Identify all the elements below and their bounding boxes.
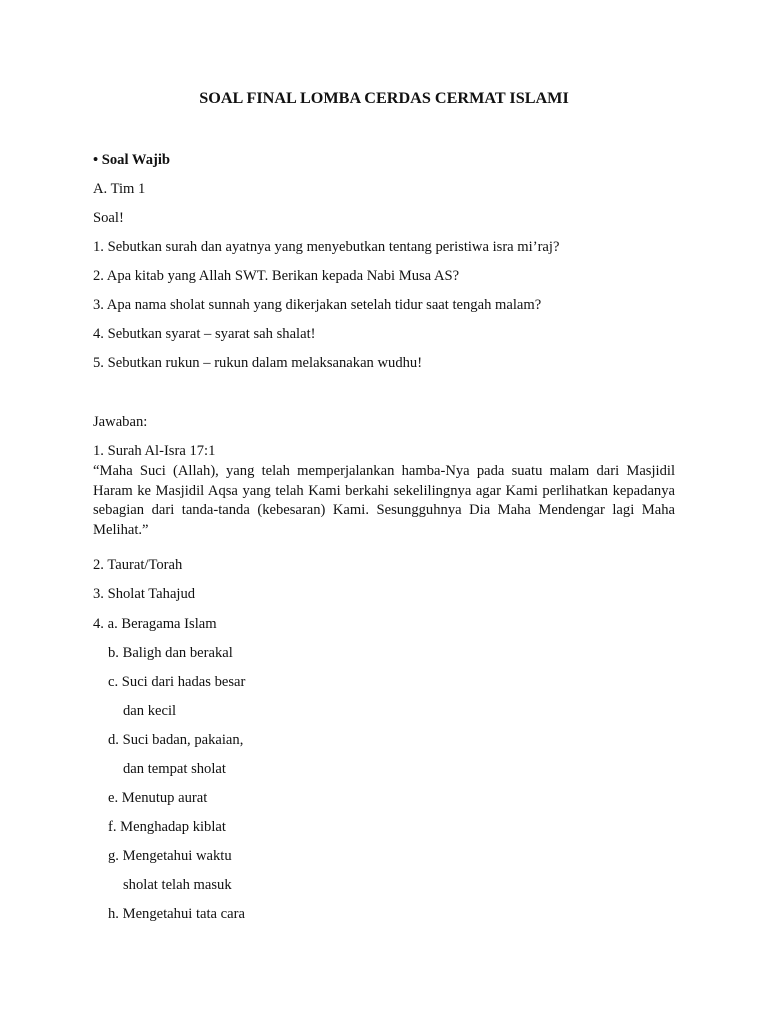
question-item: 5. Sebutkan rukun – rukun dalam melaksanakan wudhu! xyxy=(93,355,423,371)
answer-subitem: g. Mengetahui waktu xyxy=(108,848,232,864)
answer-subitem: h. Mengetahui tata cara xyxy=(108,906,245,922)
question-item: 2. Apa kitab yang Allah SWT. Berikan kepada Nabi Musa AS? xyxy=(93,268,460,284)
team-label: A. Tim 1 xyxy=(93,181,146,197)
answer-quote: “Maha Suci (Allah), yang telah memperjalankan hamba-Nya pada suatu malam dari Masjidil Haram ke Masjidil Aqsa yang telah Kami berkahi sekelilingnya agar Kami perlihatkan kepadanya sebagian dari tanda-tanda (kebesaran) Kami. Sesungguhnya Dia Maha Mendengar lagi Maha Melihat.” xyxy=(93,463,675,538)
document-title: SOAL FINAL LOMBA CERDAS CERMAT ISLAMI xyxy=(199,89,569,107)
answer-subitem: d. Suci badan, pakaian, xyxy=(108,732,244,748)
section-heading: • Soal Wajib xyxy=(93,152,171,168)
answers-label: Jawaban: xyxy=(93,414,148,430)
answer-item: 1. Surah Al-Isra 17:1 xyxy=(93,443,216,459)
answer-subitem: e. Menutup aurat xyxy=(108,790,208,806)
questions-label: Soal! xyxy=(93,210,124,226)
answer-subitem-continuation: sholat telah masuk xyxy=(123,877,232,893)
answer-subitem: b. Baligh dan berakal xyxy=(108,645,233,661)
document-page xyxy=(93,0,675,1024)
answer-subitem-continuation: dan kecil xyxy=(123,703,177,719)
answer-subitem: c. Suci dari hadas besar xyxy=(108,674,246,690)
answer-subitem: f. Menghadap kiblat xyxy=(108,819,226,835)
question-item: 1. Sebutkan surah dan ayatnya yang menyebutkan tentang peristiwa isra mi’raj? xyxy=(93,239,560,255)
answer-subitem-continuation: dan tempat sholat xyxy=(123,761,226,777)
question-item: 4. Sebutkan syarat – syarat sah shalat! xyxy=(93,326,316,342)
answer-item: 2. Taurat/Torah xyxy=(93,557,183,573)
answer-item: 3. Sholat Tahajud xyxy=(93,586,196,602)
answer-subitem: 4. a. Beragama Islam xyxy=(93,616,217,632)
question-item: 3. Apa nama sholat sunnah yang dikerjakan setelah tidur saat tengah malam? xyxy=(93,297,542,313)
